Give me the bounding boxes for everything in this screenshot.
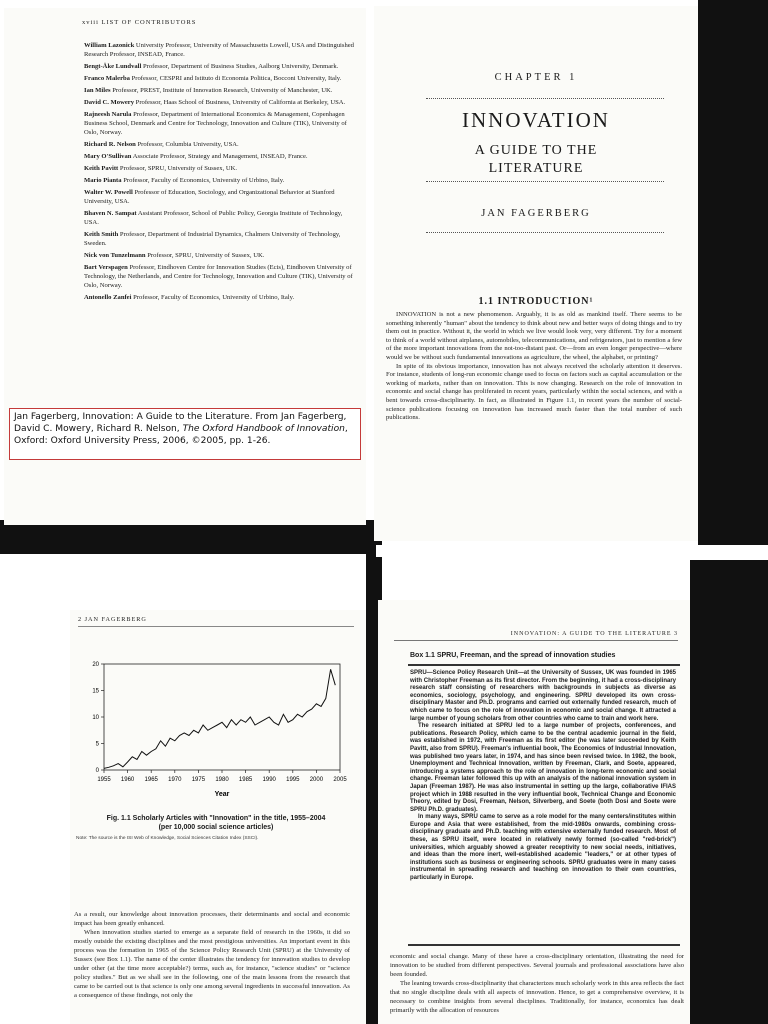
contributor-entry [84, 177, 354, 186]
chapter-subtitle-line: A GUIDE TO THE [474, 143, 598, 158]
contributor-affiliation: Professor of Education, Sociology, and Organizational Behavior at Stanford University, USA. [84, 189, 335, 206]
scholarly-articles-line-chart [78, 656, 348, 806]
contributor-name: Richard R. Nelson [84, 140, 136, 148]
paragraph: In spite of its obvious importance, innovation has not always received the scholarly attention it deserves. For instance, students of long-run economic change used to focus on factors such as capital accumulation or the working of markets, rather than on innovation. This is now changing. Research on the role of innovation in economic and social change has proliferated in recent years, particularly within the social sciences, and with a bent towards cross-disciplinarity. In fact, as illustrated in Figure 1.1, in recent years the number of social-science publications focusing on innovation has increased much faster than the total number of such publications. [386, 362, 682, 422]
contributor-name: David C. Mowery [84, 99, 134, 107]
plot-frame [104, 664, 340, 770]
divider [426, 98, 664, 99]
x-tick-label: 1985 [238, 777, 253, 783]
scan-background-right-bottom [690, 560, 768, 1024]
contributor-name: Antonello Zanfei [84, 293, 132, 301]
figure-caption-line: Fig. 1.1 Scholarly Articles with "Innovation" in the title, 1955–2004 [106, 815, 326, 822]
contributor-name: Keith Smith [84, 231, 119, 239]
paragraph: As a result, our knowledge about innovation processes, their determinants and social and economic impact has been greatly enhanced. [74, 911, 350, 927]
contributor-name: Bengt-Åke Lundvall [84, 62, 142, 70]
contributor-affiliation: Professor, Department of Business Studies, Aalborg University, Denmark. [143, 62, 339, 70]
section-heading: 1.1 INTRODUCTION¹ [478, 296, 594, 307]
contributor-name: Bart Verspagen [84, 264, 128, 272]
contributor-affiliation: Professor, CESPRI and Istituto di Economia Politica, Bocconi University, Italy. [131, 74, 342, 82]
paragraph: INNOVATION is not a new phenomenon. Arguably, it is as old as mankind itself. There seems to be something inherently "human" about the tendency to think about new and better ways of doing things and to try them out in practice. Without it, the world in which we live would look very, very different. Try for a moment to think of a world without airplanes, automobiles, telecommunications, and refrigerators, just to mention a few of the more important innovations from the not-too-distant past. Or—from an even longer perspective—where would we be without such fundamental innovations as agriculture, the wheel, the alphabet, or printing? [386, 311, 682, 361]
box-paragraph: The research initiated at SPRU led to a large number of projects, conferences, and publications. Research Policy, which came to be the central academic journal in the field, was established in 1972, with Freeman as its first editor (he was later succeeded by Keith Pavitt, also from SPRU). Freeman's influential book, The Economics of Industrial Innovation, was published two years later, in 1974, and has since been revised twice. In 1982, the book, Unemployment and Technical Innovation, written by Freeman, Clark, and Soete, appeared, introducing a systems approach to the role of innovation in long-term economic and social change. Freeman later followed this up with an analysis of the national innovation system in Japan (Freeman 1987). He was also instrumental in setting up the large, collaborative IFIAS project which in 1988 resulted in the very influential book, Technical Change and Economic Theory, edited by Dosi, Freeman, Nelson, Silverberg, and Soete (both Dosi and Soete were SPRU Ph.D. graduates). [410, 723, 676, 813]
x-tick-label: 1980 [215, 777, 229, 783]
contributor-entry [84, 210, 354, 228]
figure-note: Note: The source is the ISI Web of Knowledge, Social Sciences Citation Index (SSCI). [76, 836, 259, 841]
box-top-rule [408, 664, 680, 666]
y-tick-label: 10 [92, 715, 99, 721]
contributor-entry [84, 294, 354, 303]
x-axis-label: Year [214, 791, 230, 798]
chapter-subtitle [374, 142, 698, 178]
y-tick-label: 20 [92, 662, 99, 668]
contributor-name: Mario Pianta [84, 177, 122, 185]
figure-caption [76, 814, 356, 832]
running-header: 2 JAN FAGERBERG [78, 616, 147, 623]
chapter-subtitle-line: LITERATURE [488, 161, 584, 176]
contributor-affiliation: Professor, Eindhoven Centre for Innovation Studies (Ecis), Eindhoven University of Technology, the Netherlands, and Centre for Technology, Innovation and Culture (TIK), University of Oslo, Norway. [84, 264, 353, 289]
citation-box [9, 408, 361, 460]
contributor-affiliation: Professor, Department of International Economics & Management, Copenhagen Business School, Denmark and Centre for Technology, Innovation and Culture (TIK), University of Oslo, Norway. [84, 111, 347, 136]
running-header: INNOVATION: A GUIDE TO THE LITERATURE 3 [510, 631, 678, 637]
contributor-name: Walter W. Powell [84, 189, 133, 197]
contributor-affiliation: Assistant Professor, School of Public Policy, Georgia Institute of Technology, USA. [84, 210, 343, 227]
x-tick-label: 2000 [309, 777, 324, 783]
contributor-name: Nick von Tunzelmann [84, 252, 146, 259]
chapter-author: JAN FAGERBERG [481, 208, 591, 219]
contributor-name: Mary O'Sullivan [84, 153, 132, 161]
divider [426, 232, 664, 233]
contributor-name: Ian Miles [84, 87, 111, 95]
citation-text: Jan Fagerberg, Innovation: A Guide to the Literature. From Jan Fagerberg, David C. Mowery, Richard R. Nelson, [14, 412, 347, 435]
contributors-list [84, 42, 354, 306]
y-tick-label: 15 [92, 688, 99, 695]
contributor-name: William Lazonick [84, 42, 135, 49]
contributor-entry [84, 189, 354, 207]
contributor-affiliation: Associate Professor, Strategy and Management, INSEAD, France. [132, 153, 308, 161]
contributor-affiliation: Professor, Faculty of Economics, University of Urbino, Italy. [123, 177, 285, 185]
box-bottom-rule [408, 944, 680, 946]
box-paragraph: In many ways, SPRU came to serve as a role model for the many centers/institutes within Europe and Asia that were established, from the mid-1980s onwards, combining cross-disciplinary graduate and Ph.D. teaching with extensive externally funded research. Most of these, as SPRU itself, were located in relatively newly formed (so-called "red-brick") universities, which arguably showed a greater receptivity to new social needs, initiatives, and ideas than the more inert, well-established academic "leaders," or at other types of institutions such as business or engineering schools. SPRU graduates were in many cases instrumental in spreading research and teaching on innovation to their own countries, particularly in Europe. [410, 814, 676, 882]
contributor-affiliation: Professor, Department of Industrial Dynamics, Chalmers University of Technology, Sweden. [84, 231, 341, 247]
contributor-entry [84, 42, 354, 60]
contributor-name: Bhaven N. Sampat [84, 210, 137, 218]
x-tick-label: 1990 [262, 777, 276, 783]
box-title: Box 1.1 SPRU, Freeman, and the spread of innovation studies [410, 652, 616, 659]
scan-background-right-top [698, 0, 768, 545]
paragraph: When innovation studies started to emerge as a separate field of research in the 1960s, it did so mostly outside the existing disciplines and the most prestigious universities. An important event in this process was the formation in 1965 of the Science Policy Research Unit (SPRU) at the University of Sussex (see Box 1.1). The name of the center illustrates the tendency for innovation studies to develop under other (at the time more acceptable?) terms, such as, for instance, "science studies" or "science policy studies." But as we shall see in the following, one of the main lessons from the research that came to be carried out is that science is only one among several ingredients in successful innovation. As a consequence of these findings, not only the [74, 929, 350, 999]
x-tick-label: 1955 [97, 777, 111, 783]
header-rule [394, 640, 678, 641]
paragraph: The leaning towards cross-disciplinarity that characterizes much scholarly work in this area reflects the fact that no single discipline deals with all aspects of innovation. Hence, to get a comprehensive overview, it is necessary to combine insights from several disciplines. Traditionally, for instance, economics has dealt primarily with the allocation of resources [390, 980, 684, 1014]
contributor-entry [84, 99, 354, 108]
x-tick-label: 1970 [168, 777, 182, 783]
chapter-opening-page [374, 6, 698, 541]
divider [426, 181, 664, 182]
contributor-affiliation: Professor, PREST, Institute of Innovation Research, University of Manchester, UK. [112, 87, 333, 95]
box-text [410, 670, 676, 883]
contributor-entry [84, 87, 354, 96]
series-line [104, 669, 335, 768]
contributor-affiliation: Professor, SPRU, University of Sussex, UK. [147, 252, 265, 259]
y-tick-label: 5 [95, 741, 99, 748]
paragraph: economic and social change. Many of these have a cross-disciplinary orientation, illustrating the need for innovation to be studied from different perspectives. Several journals and professional associations have also been founded. [390, 953, 684, 978]
running-header: xviii LIST OF CONTRIBUTORS [82, 19, 197, 26]
contributor-entry [84, 63, 354, 72]
citation-publisher: , Oxford: Oxford University Press, 2006, ©2005, pp. 1-26. [14, 424, 348, 447]
figure-caption-line: (per 10,000 social science articles) [158, 824, 274, 831]
contributor-entry [84, 141, 354, 150]
contributor-entry [84, 153, 354, 162]
figure-page [70, 610, 366, 1024]
x-tick-label: 1975 [191, 777, 206, 783]
box-paragraph: SPRU—Science Policy Research Unit—at the University of Sussex, UK was founded in 1965 with Christopher Freeman as its first director. From the beginning, it had a cross-disciplinary research staff consisting of researchers with backgrounds in subjects as diverse as economics, sociology, psychology, and engineering. SPRU developed its own cross-disciplinary Master and Ph.D. programs and carried out externally funded research, much of which came to focus on the role of innovation in economic and social change. It attracted a large number of young scholars from other countries who came to train and work here. [410, 670, 676, 722]
chapter-label: CHAPTER 1 [494, 72, 578, 83]
contributor-entry [84, 264, 354, 290]
chapter-body-text [386, 311, 682, 423]
x-tick-label: 1965 [144, 777, 158, 783]
scan-background-right-strip [376, 545, 698, 557]
contributor-entry [84, 111, 354, 137]
contributor-affiliation: Professor, Haas School of Business, University of California at Berkeley, USA. [135, 99, 346, 107]
contributor-entry [84, 75, 354, 84]
header-rule [78, 626, 354, 627]
chapter-title: INNOVATION [462, 108, 610, 132]
y-tick-label: 0 [95, 768, 99, 774]
contributor-entry [84, 252, 354, 261]
scan-background-bottom-left [0, 520, 374, 554]
contributor-name: Rajneesh Narula [84, 111, 132, 119]
contributor-entry [84, 165, 354, 174]
page-body-text [390, 952, 684, 1015]
contributor-affiliation: Professor, SPRU, University of Sussex, UK. [119, 165, 238, 173]
box-page [378, 600, 690, 1024]
contributor-name: Keith Pavitt [84, 165, 119, 173]
citation-book-title: The Oxford Handbook of Innovation [182, 424, 345, 435]
page-body-text [74, 910, 350, 1000]
x-tick-label: 1960 [120, 777, 135, 783]
contributor-entry [84, 231, 354, 249]
contributor-name: Franco Malerba [84, 74, 130, 82]
contributor-affiliation: Professor, Columbia University, USA. [137, 140, 239, 148]
contributor-affiliation: University Professor, University of Massachusetts Lowell, USA and Distinguished Research Professor, INSEAD, France. [84, 42, 354, 58]
x-tick-label: 2005 [333, 777, 347, 783]
contributor-affiliation: Professor, Faculty of Economics, University of Urbino, Italy. [133, 293, 295, 301]
x-tick-label: 1995 [286, 777, 300, 783]
